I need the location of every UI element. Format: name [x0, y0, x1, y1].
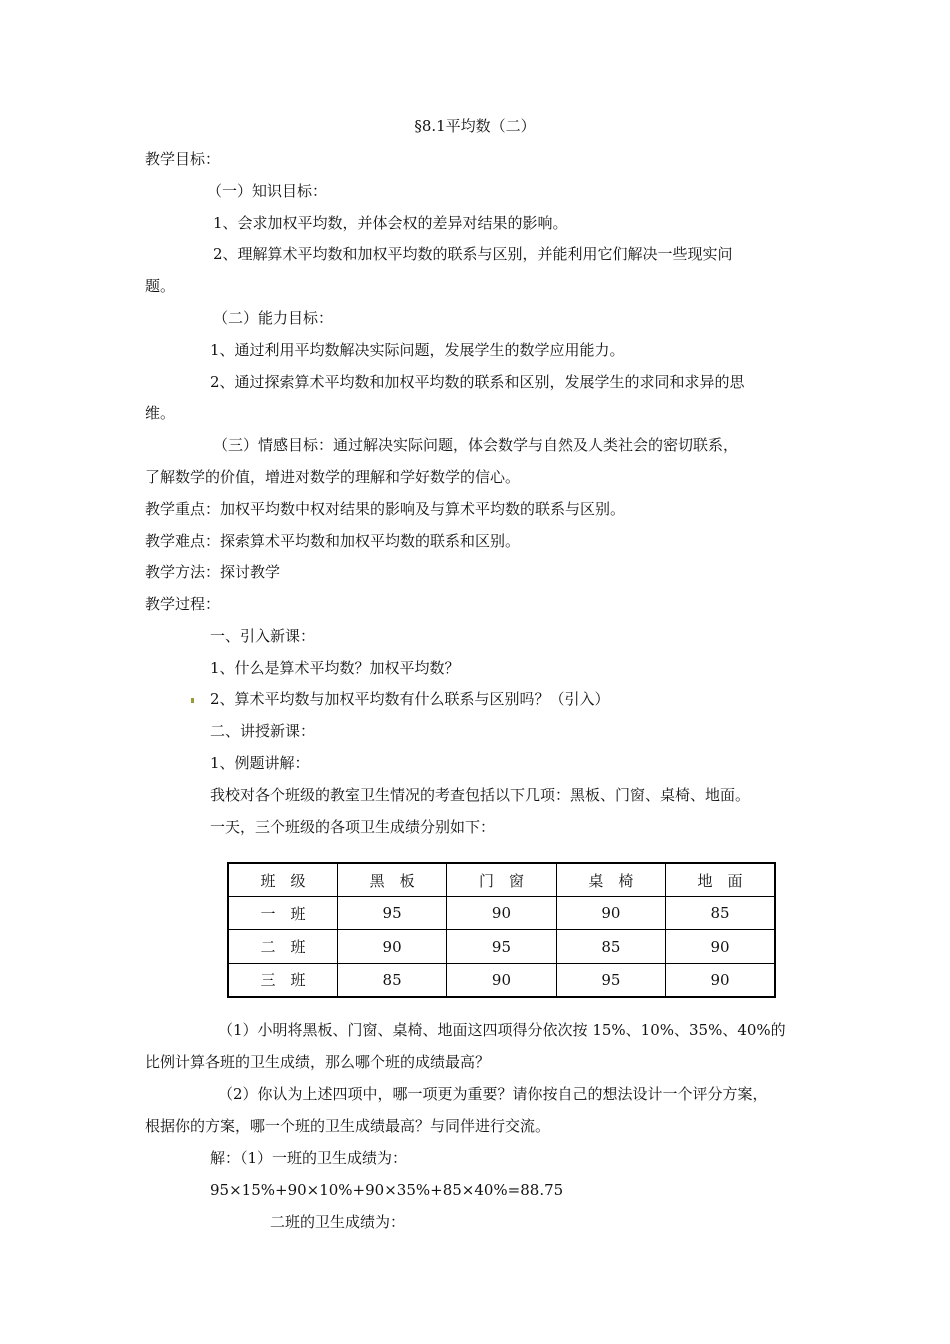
table-header-cell: 桌 椅: [556, 863, 665, 897]
knowledge-goal-2-cont: 题。: [145, 277, 176, 295]
table-row: [228, 897, 775, 930]
example-heading: 1、例题讲解：: [210, 754, 310, 772]
table-cell: 三 班: [228, 963, 337, 997]
table-cell: 95: [337, 897, 446, 930]
table-header-cell: 门 窗: [447, 863, 556, 897]
table-cell: 90: [666, 963, 775, 997]
table-header-cell: 黑 板: [337, 863, 446, 897]
example-intro-2: 一天，三个班级的各项卫生成绩分别如下：: [210, 818, 496, 836]
table-cell: 90: [556, 897, 665, 930]
table-header-cell: 地 面: [666, 863, 775, 897]
ability-goal-2-cont: 维。: [145, 404, 176, 422]
table-cell: 90: [447, 897, 556, 930]
problem-2-cont: 根据你的方案，哪一个班的卫生成绩最高？与同伴进行交流。: [145, 1117, 551, 1135]
hygiene-scores-table: [227, 862, 776, 998]
page-title: §8.1平均数（二）: [414, 117, 536, 135]
table-cell: 85: [556, 930, 665, 963]
example-intro-1: 我校对各个班级的教室卫生情况的考查包括以下几项：黑板、门窗、桌椅、地面。: [210, 786, 751, 804]
knowledge-goal-1: 1、会求加权平均数，并体会权的差异对结果的影响。: [213, 214, 568, 232]
ability-goal-1: 1、通过利用平均数解决实际问题，发展学生的数学应用能力。: [210, 341, 625, 359]
process-label: 教学过程：: [145, 595, 221, 613]
table-cell: 85: [337, 963, 446, 997]
solution-2: 二班的卫生成绩为：: [270, 1213, 406, 1231]
table-row: [228, 930, 775, 963]
table-cell: 85: [666, 897, 775, 930]
ability-goal-heading: （二）能力目标：: [213, 309, 334, 327]
margin-mark: [191, 698, 194, 703]
goals-label: 教学目标：: [145, 150, 221, 168]
table-header-row: [228, 863, 775, 897]
question-2: 2、算术平均数与加权平均数有什么联系与区别吗？（引入）: [210, 690, 610, 708]
teaching-method: 教学方法：探讨教学: [145, 563, 281, 581]
solution-1: 解：（1）一班的卫生成绩为：: [210, 1149, 408, 1167]
emotion-goal: （三）情感目标：通过解决实际问题，体会数学与自然及人类社会的密切联系，: [213, 436, 739, 454]
problem-2: （2）你认为上述四项中，哪一项更为重要？请你按自己的想法设计一个评分方案，: [218, 1085, 768, 1103]
table-cell: 90: [337, 930, 446, 963]
table-cell: 二 班: [228, 930, 337, 963]
table-cell: 95: [447, 930, 556, 963]
difficulty: 教学难点：探索算术平均数和加权平均数的联系和区别。: [145, 532, 521, 550]
section-intro: 一、引入新课：: [210, 627, 316, 645]
table-cell: 一 班: [228, 897, 337, 930]
emotion-goal-cont: 了解数学的价值，增进对数学的理解和学好数学的信心。: [145, 468, 521, 486]
table-cell: 90: [447, 963, 556, 997]
table-cell: 95: [556, 963, 665, 997]
knowledge-goal-heading: （一）知识目标：: [207, 182, 328, 200]
question-1: 1、什么是算术平均数？加权平均数？: [210, 659, 460, 677]
calculation-1: 95×15%+90×10%+90×35%+85×40%=88.75: [210, 1181, 564, 1199]
table-cell: 90: [666, 930, 775, 963]
problem-1-cont: 比例计算各班的卫生成绩，那么哪个班的成绩最高？: [145, 1053, 491, 1071]
section-lecture: 二、讲授新课：: [210, 722, 316, 740]
table-row: [228, 963, 775, 997]
problem-1: （1）小明将黑板、门窗、桌椅、地面这四项得分依次按 15%、10%、35%、40%的: [218, 1021, 786, 1039]
knowledge-goal-2: 2、理解算术平均数和加权平均数的联系与区别，并能利用它们解决一些现实问: [213, 245, 733, 263]
key-point: 教学重点：加权平均数中权对结果的影响及与算术平均数的联系与区别。: [145, 500, 626, 518]
ability-goal-2: 2、通过探索算术平均数和加权平均数的联系和区别，发展学生的求同和求异的思: [210, 373, 745, 391]
table-header-cell: 班 级: [228, 863, 337, 897]
